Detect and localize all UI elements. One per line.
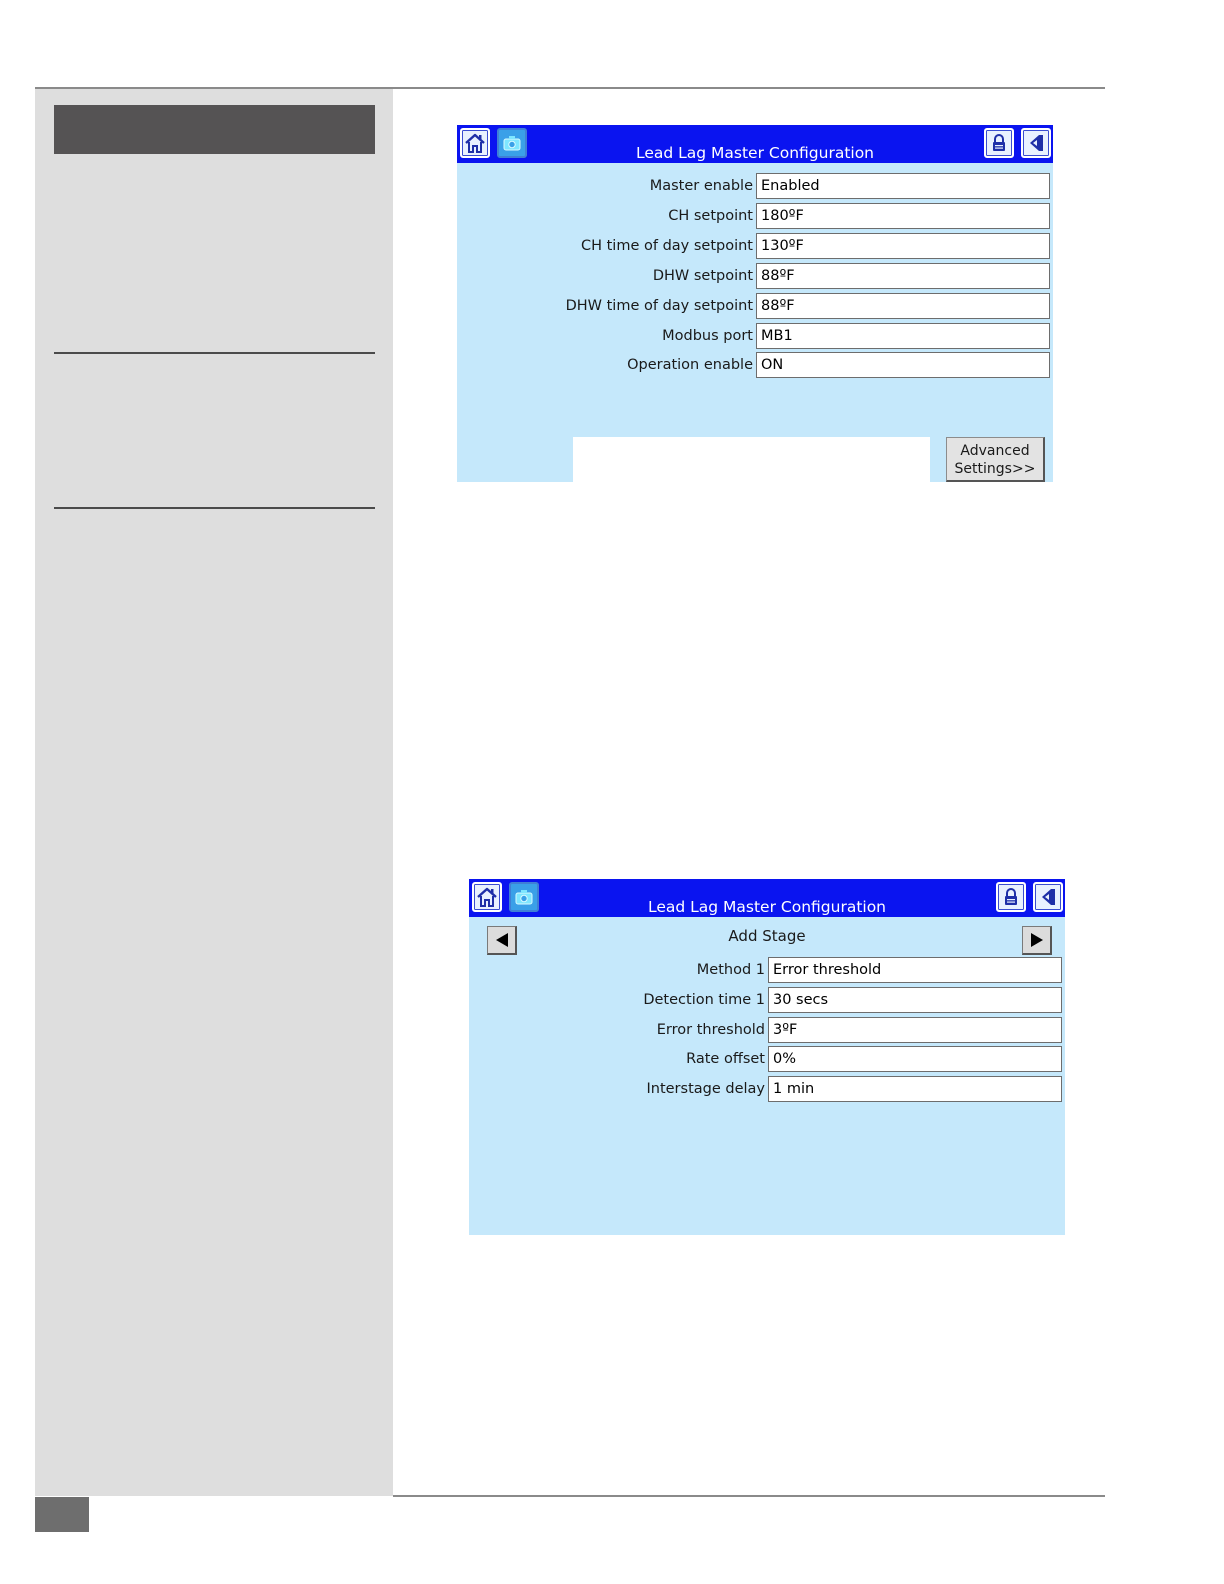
lock-icon — [1000, 886, 1022, 908]
advanced-settings-label-line1: Advanced — [960, 443, 1030, 459]
master-enable-field[interactable]: Enabled — [756, 173, 1050, 199]
arrow-right-icon — [1029, 932, 1045, 948]
setting-label: Method 1 — [696, 962, 765, 978]
dhw-time-of-day-setpoint-field[interactable]: 88ºF — [756, 293, 1050, 319]
setting-label: Operation enable — [627, 357, 753, 373]
setting-row — [469, 1076, 1065, 1102]
operation-enable-field[interactable]: ON — [756, 352, 1050, 378]
title-bar — [457, 125, 1053, 163]
screen-title: Lead Lag Master Configuration — [635, 144, 875, 162]
setting-label: Detection time 1 — [643, 992, 765, 1008]
setting-row — [469, 1046, 1065, 1072]
back-icon — [1037, 886, 1059, 908]
ch-setpoint-field[interactable]: 180ºF — [756, 203, 1050, 229]
back-icon — [1025, 132, 1047, 154]
setting-label: DHW setpoint — [652, 268, 753, 284]
setting-label: Error threshold — [656, 1022, 765, 1038]
section-title: Add Stage — [728, 927, 806, 945]
error-threshold-field[interactable]: 3ºF — [768, 1017, 1062, 1043]
setting-row — [457, 173, 1053, 199]
advanced-settings-label-line2: Settings>> — [954, 461, 1036, 477]
setting-label: CH time of day setpoint — [580, 238, 753, 254]
sidebar-divider-1 — [54, 352, 375, 354]
setting-label: Master enable — [649, 178, 753, 194]
title-bar — [469, 879, 1065, 917]
setting-label: CH setpoint — [668, 208, 753, 224]
setting-label: Interstage delay — [646, 1081, 765, 1097]
interstage-delay-field[interactable]: 1 min — [768, 1076, 1062, 1102]
setting-row — [469, 957, 1065, 983]
next-stage-button[interactable] — [1022, 926, 1052, 955]
lock-button[interactable] — [996, 882, 1026, 912]
sidebar-header-block — [54, 105, 375, 154]
setting-row — [469, 987, 1065, 1013]
lock-button[interactable] — [984, 128, 1014, 158]
sidebar — [35, 89, 393, 1496]
setting-row — [457, 293, 1053, 319]
lead-lag-master-config-screen — [457, 125, 1053, 482]
setting-row — [457, 203, 1053, 229]
back-button[interactable] — [1021, 128, 1051, 158]
setting-label: Modbus port — [662, 328, 753, 344]
bottom-rule — [393, 1495, 1105, 1497]
page-number-tab — [35, 1497, 89, 1532]
message-panel — [573, 437, 930, 482]
setting-label: Rate offset — [686, 1051, 765, 1067]
setting-row — [457, 352, 1053, 378]
screen-title: Lead Lag Master Configuration — [647, 898, 887, 916]
sidebar-divider-2 — [54, 507, 375, 509]
modbus-port-field[interactable]: MB1 — [756, 323, 1050, 349]
dhw-setpoint-field[interactable]: 88ºF — [756, 263, 1050, 289]
setting-label: DHW time of day setpoint — [565, 298, 753, 314]
back-button[interactable] — [1033, 882, 1063, 912]
detection-time-1-field[interactable]: 30 secs — [768, 987, 1062, 1013]
ch-time-of-day-setpoint-field[interactable]: 130ºF — [756, 233, 1050, 259]
rate-offset-field[interactable]: 0% — [768, 1046, 1062, 1072]
method-1-field[interactable]: Error threshold — [768, 957, 1062, 983]
setting-row — [469, 1017, 1065, 1043]
advanced-settings-button[interactable] — [946, 437, 1045, 482]
lead-lag-add-stage-screen — [469, 879, 1065, 1235]
lock-icon — [988, 132, 1010, 154]
setting-row — [457, 323, 1053, 349]
setting-row — [457, 233, 1053, 259]
setting-row — [457, 263, 1053, 289]
